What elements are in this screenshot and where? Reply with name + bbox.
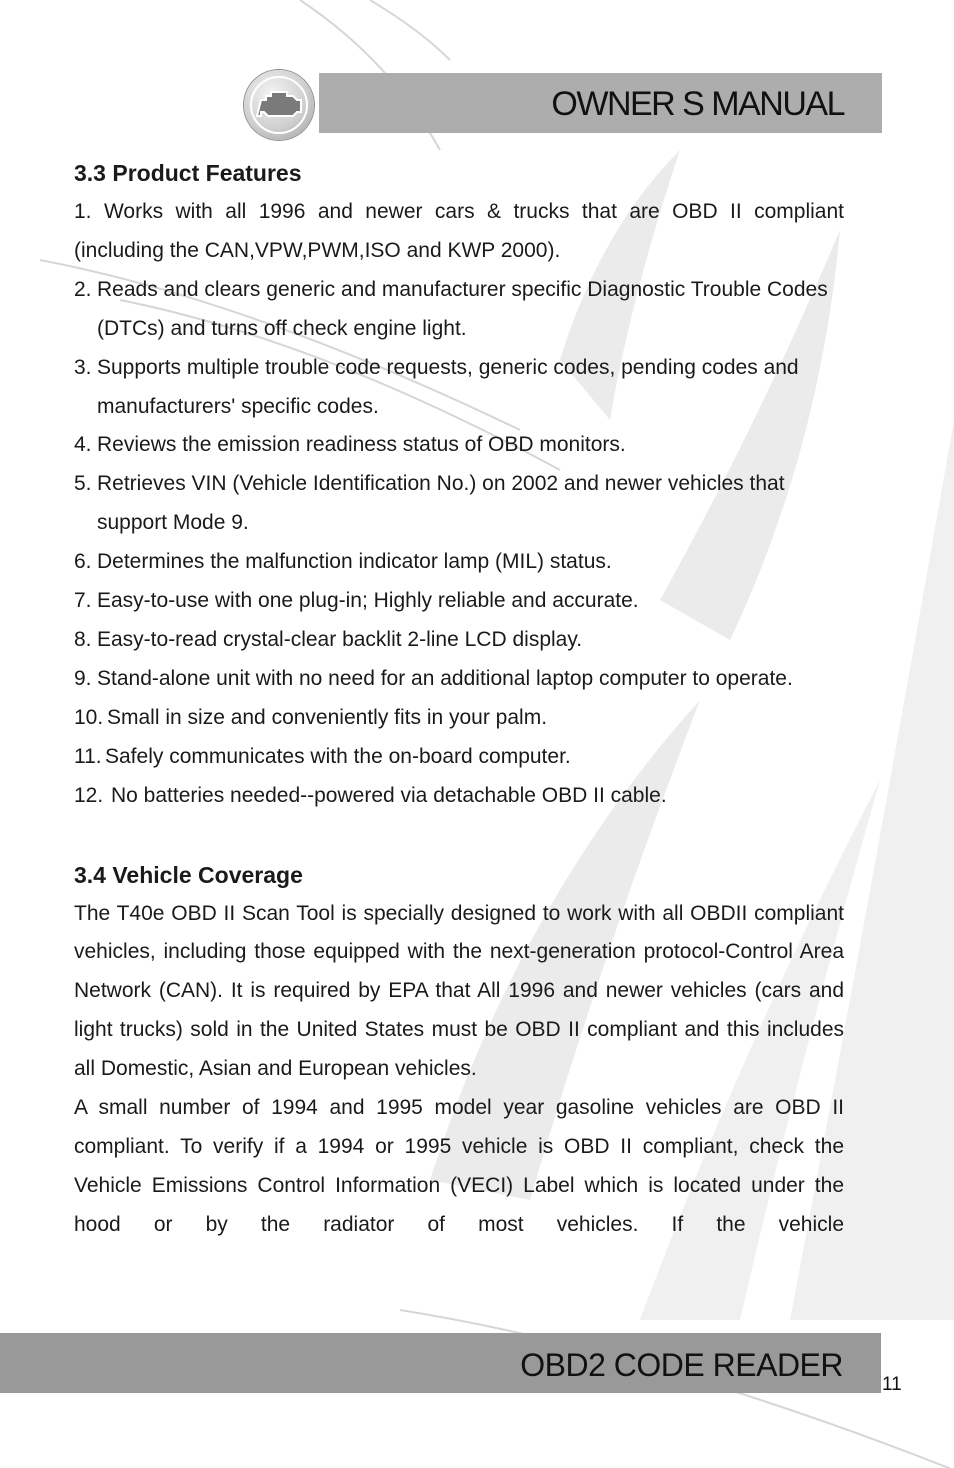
section-heading-vehicle-coverage: 3.4 Vehicle Coverage [74, 861, 303, 888]
feature-item: 7. Easy-to-use with one plug-in; Highly reliable and accurate. [74, 589, 639, 613]
feature-item: 11. Safely communicates with the on-board computer. [74, 744, 571, 768]
feature-item: 3. Supports multiple trouble code requests, generic codes, pending codes and manufacturers' specific codes. [74, 355, 799, 418]
feature-item: 10. Small in size and conveniently fits in your palm. [74, 705, 548, 729]
feature-item: 6. Determines the malfunction indicator lamp (MIL) status. [74, 550, 612, 574]
feature-item: 4. Reviews the emission readiness status of OBD monitors. [74, 433, 626, 457]
footer-bar [0, 1333, 881, 1393]
section-heading-product-features: 3.3 Product Features [74, 160, 302, 186]
feature-item: 9. Stand-alone unit with no need for an additional laptop computer to operate. [74, 666, 793, 690]
manual-title: OWNER S MANUAL [551, 85, 844, 123]
feature-item: 1. Works with all 1996 and newer cars & trucks that are OBD II compliant (including the CAN,VPW,PWM,ISO and KWP 2000). [74, 200, 844, 262]
engine-check-icon [244, 70, 314, 140]
coverage-paragraph: The T40e OBD II Scan Tool is specially designed to work with all OBDII compliant vehicles, including those equipped with the next-generation protocol-Control Area Network (CAN). It is required by EPA that All 1996 and newer vehicles (cars and light trucks) sold in the United States must be OBD II compliant and this includes all Domestic, Asian and European vehicles. [74, 901, 844, 1081]
feature-item: 8. Easy-to-read crystal-clear backlit 2-line LCD display. [74, 627, 583, 651]
feature-item: 12. No batteries needed--powered via detachable OBD II cable. [74, 783, 667, 807]
coverage-paragraph: A small number of 1994 and 1995 model year gasoline vehicles are OBD II compliant. To verify if a 1994 or 1995 vehicle is OBD II compliant, check the Vehicle Emissions Control Information (VECI) Label which is located under the hood or by the radiator of most vehicles. If the vehicle [74, 1096, 844, 1236]
section-gap [74, 816, 844, 855]
page-content [74, 153, 844, 1245]
feature-item: 5. Retrieves VIN (Vehicle Identification No.) on 2002 and newer vehicles that support Mode 9. [74, 472, 785, 535]
feature-item: 2. Reads and clears generic and manufacturer specific Diagnostic Trouble Codes (DTCs) and turns off check engine light. [74, 277, 828, 340]
page-number: 11 [882, 1374, 902, 1395]
product-title: OBD2 CODE READER [520, 1347, 843, 1383]
engine-logo [244, 70, 314, 140]
header-bar [319, 73, 882, 133]
